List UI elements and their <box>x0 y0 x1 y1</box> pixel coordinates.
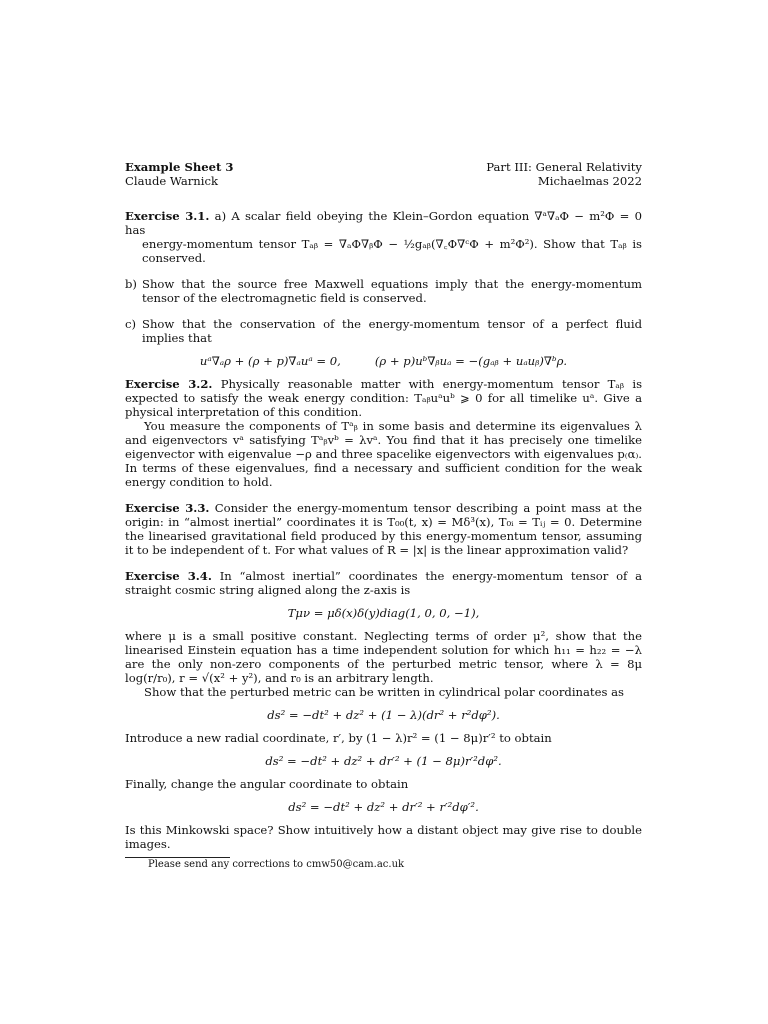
paragraph-text: In “almost inertial” coordinates the energy-momentum tensor of a straight cosmic string aligned along the z-axis is <box>125 569 643 597</box>
radial-coordinate-paragraph: Introduce a new radial coordinate, r′, by (1 − λ)r² = (1 − 8μ)r′² to obtain <box>125 731 552 745</box>
part-text: Show that the source free Maxwell equations imply that the energy-momentum tensor of the electromagnetic field is conserved. <box>142 277 642 305</box>
footnote-rule <box>125 857 230 858</box>
sheet-author: Claude Warnick <box>125 174 218 188</box>
exercise-3-2-p1 <box>125 377 642 419</box>
exercise-3-1 <box>125 209 642 368</box>
header-left <box>125 160 233 188</box>
angular-coordinate-paragraph: Finally, change the angular coordinate to obtain <box>125 777 409 791</box>
sheet-title: Example Sheet 3 <box>125 160 234 174</box>
metric-equation-polar: ds² = −dt² + dz² + (1 − λ)(dr² + r²dφ²). <box>267 708 500 722</box>
exercise-3-1-part-a <box>125 209 642 237</box>
part-text: Show that the conservation of the energy-momentum tensor of a perfect fluid implies that <box>142 317 642 345</box>
course-term: Michaelmas 2022 <box>537 174 642 188</box>
exercise-3-4 <box>125 569 642 851</box>
exercise-label: Exercise 3.3. <box>125 501 210 515</box>
paragraph-text: Physically reasonable matter with energy-momentum tensor Tₐᵦ is expected to satisfy the weak energy condition: Tₐᵦuᵃuᵇ ⩾ 0 for all timelike uᵃ. Give a physical interpretation of this condition. <box>125 377 643 419</box>
part-label: c) <box>125 317 137 331</box>
fluid-equations <box>125 354 642 368</box>
footnote: Please send any corrections to cmw50@cam.ac.uk <box>148 859 405 870</box>
metric-equation-radial: ds² = −dt² + dz² + dr′² + (1 − 8μ)r′²dφ². <box>265 754 502 768</box>
linearised-solution-paragraph: where μ is a small positive constant. Neglecting terms of order μ², show that the linearised Einstein equation has a time independent solution for which h₁₁ = h₂₂ = −λ are the only non-zero components of the perturbed metric tensor, where λ = 8μ log(r/r₀), r = √(x² + y²), and r₀ is an arbitrary length. <box>125 629 642 685</box>
exercise-3-3-text <box>125 501 642 557</box>
exercise-3-4-intro <box>125 569 642 597</box>
exercise-3-3 <box>125 501 642 557</box>
polar-coordinates-paragraph: Show that the perturbed metric can be written in cylindrical polar coordinates as <box>144 685 624 699</box>
exercise-3-1-part-c <box>125 317 642 345</box>
page-content <box>125 160 642 851</box>
equation-right: (ρ + p)uᵇ∇ᵦuₐ = −(gₐᵦ + uₐuᵦ)∇ᵇρ. <box>374 354 568 368</box>
exercise-3-1-part-b <box>125 277 642 305</box>
exercise-3-2 <box>125 377 642 489</box>
exercise-label: Exercise 3.1. <box>125 209 210 223</box>
part-label: b) <box>125 277 137 291</box>
cosmic-string-tensor-equation: Tμν = μδ(x)δ(y)diag(1, 0, 0, −1), <box>287 606 480 620</box>
exercise-label: Exercise 3.4. <box>125 569 212 583</box>
course-name: Part III: General Relativity <box>486 160 642 174</box>
part-a-line1: a) A scalar field obeying the Klein–Gordon equation ∇ᵃ∇ₐΦ − m²Φ = 0 has <box>125 209 642 237</box>
exercise-3-2-p2: You measure the components of Tᵃᵦ in some basis and determine its eigenvalues λ and eigenvectors vᵃ satisfying Tᵃᵦvᵇ = λvᵃ. You find that it has precisely one timelike eigenvector with eigenvalue −ρ and three spacelike eigenvectors with eigenvalues p₍α₎. In terms of these eigenvalues, find a necessary and sufficient condition for the weak energy condition to hold. <box>125 419 642 489</box>
paragraph-text: Consider the energy-momentum tensor describing a point mass at the origin: in “almost inertial” coordinates it is T₀₀(t, x) = Mδ³(x), T₀ᵢ = Tᵢⱼ = 0. Determine the linearised gravitational field produced by this energy-momentum tensor, assuming it to be independent of t. For what values of R = |x| is the linear approximation valid? <box>125 501 642 557</box>
equation-left: uᵃ∇ₐρ + (ρ + p)∇ₐuᵃ = 0, <box>199 354 341 368</box>
part-a-line2: energy-momentum tensor Tₐᵦ = ∇ₐΦ∇ᵦΦ − ½gₐᵦ(∇꜀Φ∇ᶜΦ + m²Φ²). Show that Tₐᵦ is conserved. <box>142 237 642 265</box>
final-question: Is this Minkowski space? Show intuitively how a distant object may give rise to double images. <box>125 823 642 851</box>
header-right <box>486 160 642 188</box>
sheet-header <box>125 160 642 188</box>
metric-equation-final: ds² = −dt² + dz² + dr′² + r′²dφ′². <box>288 800 479 814</box>
exercise-label: Exercise 3.2. <box>125 377 213 391</box>
